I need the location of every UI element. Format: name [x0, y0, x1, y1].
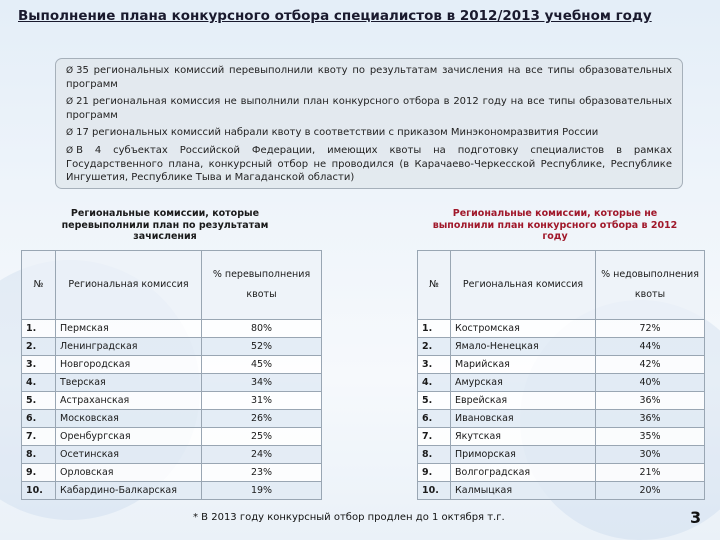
underfulfilled-table	[417, 250, 705, 500]
row-number: 1.	[22, 320, 56, 338]
table-row	[22, 392, 322, 410]
table-row	[22, 482, 322, 500]
percent-value: 23%	[202, 464, 322, 482]
column-header-percent: % недовыполнения квоты	[596, 251, 705, 320]
left-table-caption: Региональные комиссии, которые перевыполнили план по результатам зачисления	[61, 208, 269, 242]
row-number: 5.	[418, 392, 451, 410]
percent-value: 36%	[596, 410, 705, 428]
table-row	[418, 320, 705, 338]
table-row	[418, 374, 705, 392]
table-row	[22, 338, 322, 356]
column-header-number: №	[418, 251, 451, 320]
percent-value: 30%	[596, 446, 705, 464]
right-table-caption: Региональные комиссии, которые не выполнили план конкурсного отбора в 2012 году	[432, 208, 678, 242]
row-number: 4.	[418, 374, 451, 392]
table-row	[418, 338, 705, 356]
region-name: Оренбургская	[56, 428, 202, 446]
region-name: Тверская	[56, 374, 202, 392]
table-row	[22, 320, 322, 338]
arrow-bullet-icon: Ø	[66, 66, 74, 76]
row-number: 3.	[22, 356, 56, 374]
row-number: 6.	[418, 410, 451, 428]
table-row	[22, 464, 322, 482]
row-number: 5.	[22, 392, 56, 410]
column-header-region: Региональная комиссия	[451, 251, 596, 320]
row-number: 7.	[22, 428, 56, 446]
row-number: 8.	[22, 446, 56, 464]
region-name: Якутская	[451, 428, 596, 446]
percent-value: 25%	[202, 428, 322, 446]
row-number: 1.	[418, 320, 451, 338]
table-row	[22, 428, 322, 446]
row-number: 2.	[22, 338, 56, 356]
bullet-item: Ø 21 региональная комиссия не выполнили план конкурсного отбора в 2012 году на все типы образовательных программ	[66, 96, 672, 121]
table-row	[22, 446, 322, 464]
region-name: Кабардино-Балкарская	[56, 482, 202, 500]
region-name: Астраханская	[56, 392, 202, 410]
percent-value: 52%	[202, 338, 322, 356]
percent-value: 19%	[202, 482, 322, 500]
row-number: 9.	[22, 464, 56, 482]
percent-value: 26%	[202, 410, 322, 428]
region-name: Осетинская	[56, 446, 202, 464]
region-name: Московская	[56, 410, 202, 428]
footnote: * В 2013 году конкурсный отбор продлен до 1 октября т.г.	[193, 512, 505, 523]
percent-value: 21%	[596, 464, 705, 482]
row-number: 10.	[22, 482, 56, 500]
region-name: Новгородская	[56, 356, 202, 374]
bullet-item: Ø В 4 субъектах Российской Федерации, имеющих квоты на подготовку специалистов в рамках Государственного плана, конкурсный отбор не проводился (в Карачаево-Черкесской Республике, Республике Ингушетия, Республике Тыва и Магаданской области)	[66, 145, 672, 183]
region-name: Орловская	[56, 464, 202, 482]
region-name: Пермская	[56, 320, 202, 338]
table-row	[418, 464, 705, 482]
percent-value: 24%	[202, 446, 322, 464]
region-name: Амурская	[451, 374, 596, 392]
region-name: Волгоградская	[451, 464, 596, 482]
page-title: Выполнение плана конкурсного отбора специалистов в 2012/2013 учебном году	[18, 8, 652, 24]
region-name: Калмыцкая	[451, 482, 596, 500]
arrow-bullet-icon: Ø	[66, 97, 74, 107]
table-body	[418, 320, 705, 500]
overfulfilled-table	[21, 250, 322, 500]
column-header-percent: % перевыполнения квоты	[202, 251, 322, 320]
row-number: 4.	[22, 374, 56, 392]
table-body	[22, 320, 322, 500]
percent-value: 35%	[596, 428, 705, 446]
row-number: 7.	[418, 428, 451, 446]
percent-value: 72%	[596, 320, 705, 338]
bullet-item: Ø 17 региональных комиссий набрали квоту в соответствии с приказом Минэкономразвития России	[66, 127, 599, 138]
region-name: Ивановская	[451, 410, 596, 428]
table-row	[418, 392, 705, 410]
row-number: 3.	[418, 356, 451, 374]
percent-value: 40%	[596, 374, 705, 392]
arrow-bullet-icon: Ø	[66, 146, 74, 156]
table-row	[418, 428, 705, 446]
table-row	[22, 374, 322, 392]
bullet-item: Ø 35 региональных комиссий перевыполнили квоту по результатам зачисления на все типы образовательных программ	[66, 65, 672, 90]
percent-value: 20%	[596, 482, 705, 500]
region-name: Костромская	[451, 320, 596, 338]
table-row	[418, 356, 705, 374]
percent-value: 36%	[596, 392, 705, 410]
percent-value: 44%	[596, 338, 705, 356]
row-number: 2.	[418, 338, 451, 356]
table-row	[418, 410, 705, 428]
column-header-region: Региональная комиссия	[56, 251, 202, 320]
region-name: Ленинградская	[56, 338, 202, 356]
summary-box	[55, 58, 683, 189]
table-row	[418, 482, 705, 500]
percent-value: 42%	[596, 356, 705, 374]
percent-value: 80%	[202, 320, 322, 338]
percent-value: 34%	[202, 374, 322, 392]
region-name: Ямало-Ненецкая	[451, 338, 596, 356]
row-number: 9.	[418, 464, 451, 482]
percent-value: 31%	[202, 392, 322, 410]
row-number: 8.	[418, 446, 451, 464]
table-row	[418, 446, 705, 464]
region-name: Еврейская	[451, 392, 596, 410]
table-row	[22, 356, 322, 374]
arrow-bullet-icon: Ø	[66, 128, 74, 138]
region-name: Приморская	[451, 446, 596, 464]
percent-value: 45%	[202, 356, 322, 374]
region-name: Марийская	[451, 356, 596, 374]
page-number: 3	[690, 508, 702, 527]
row-number: 6.	[22, 410, 56, 428]
row-number: 10.	[418, 482, 451, 500]
column-header-number: №	[22, 251, 56, 320]
table-row	[22, 410, 322, 428]
